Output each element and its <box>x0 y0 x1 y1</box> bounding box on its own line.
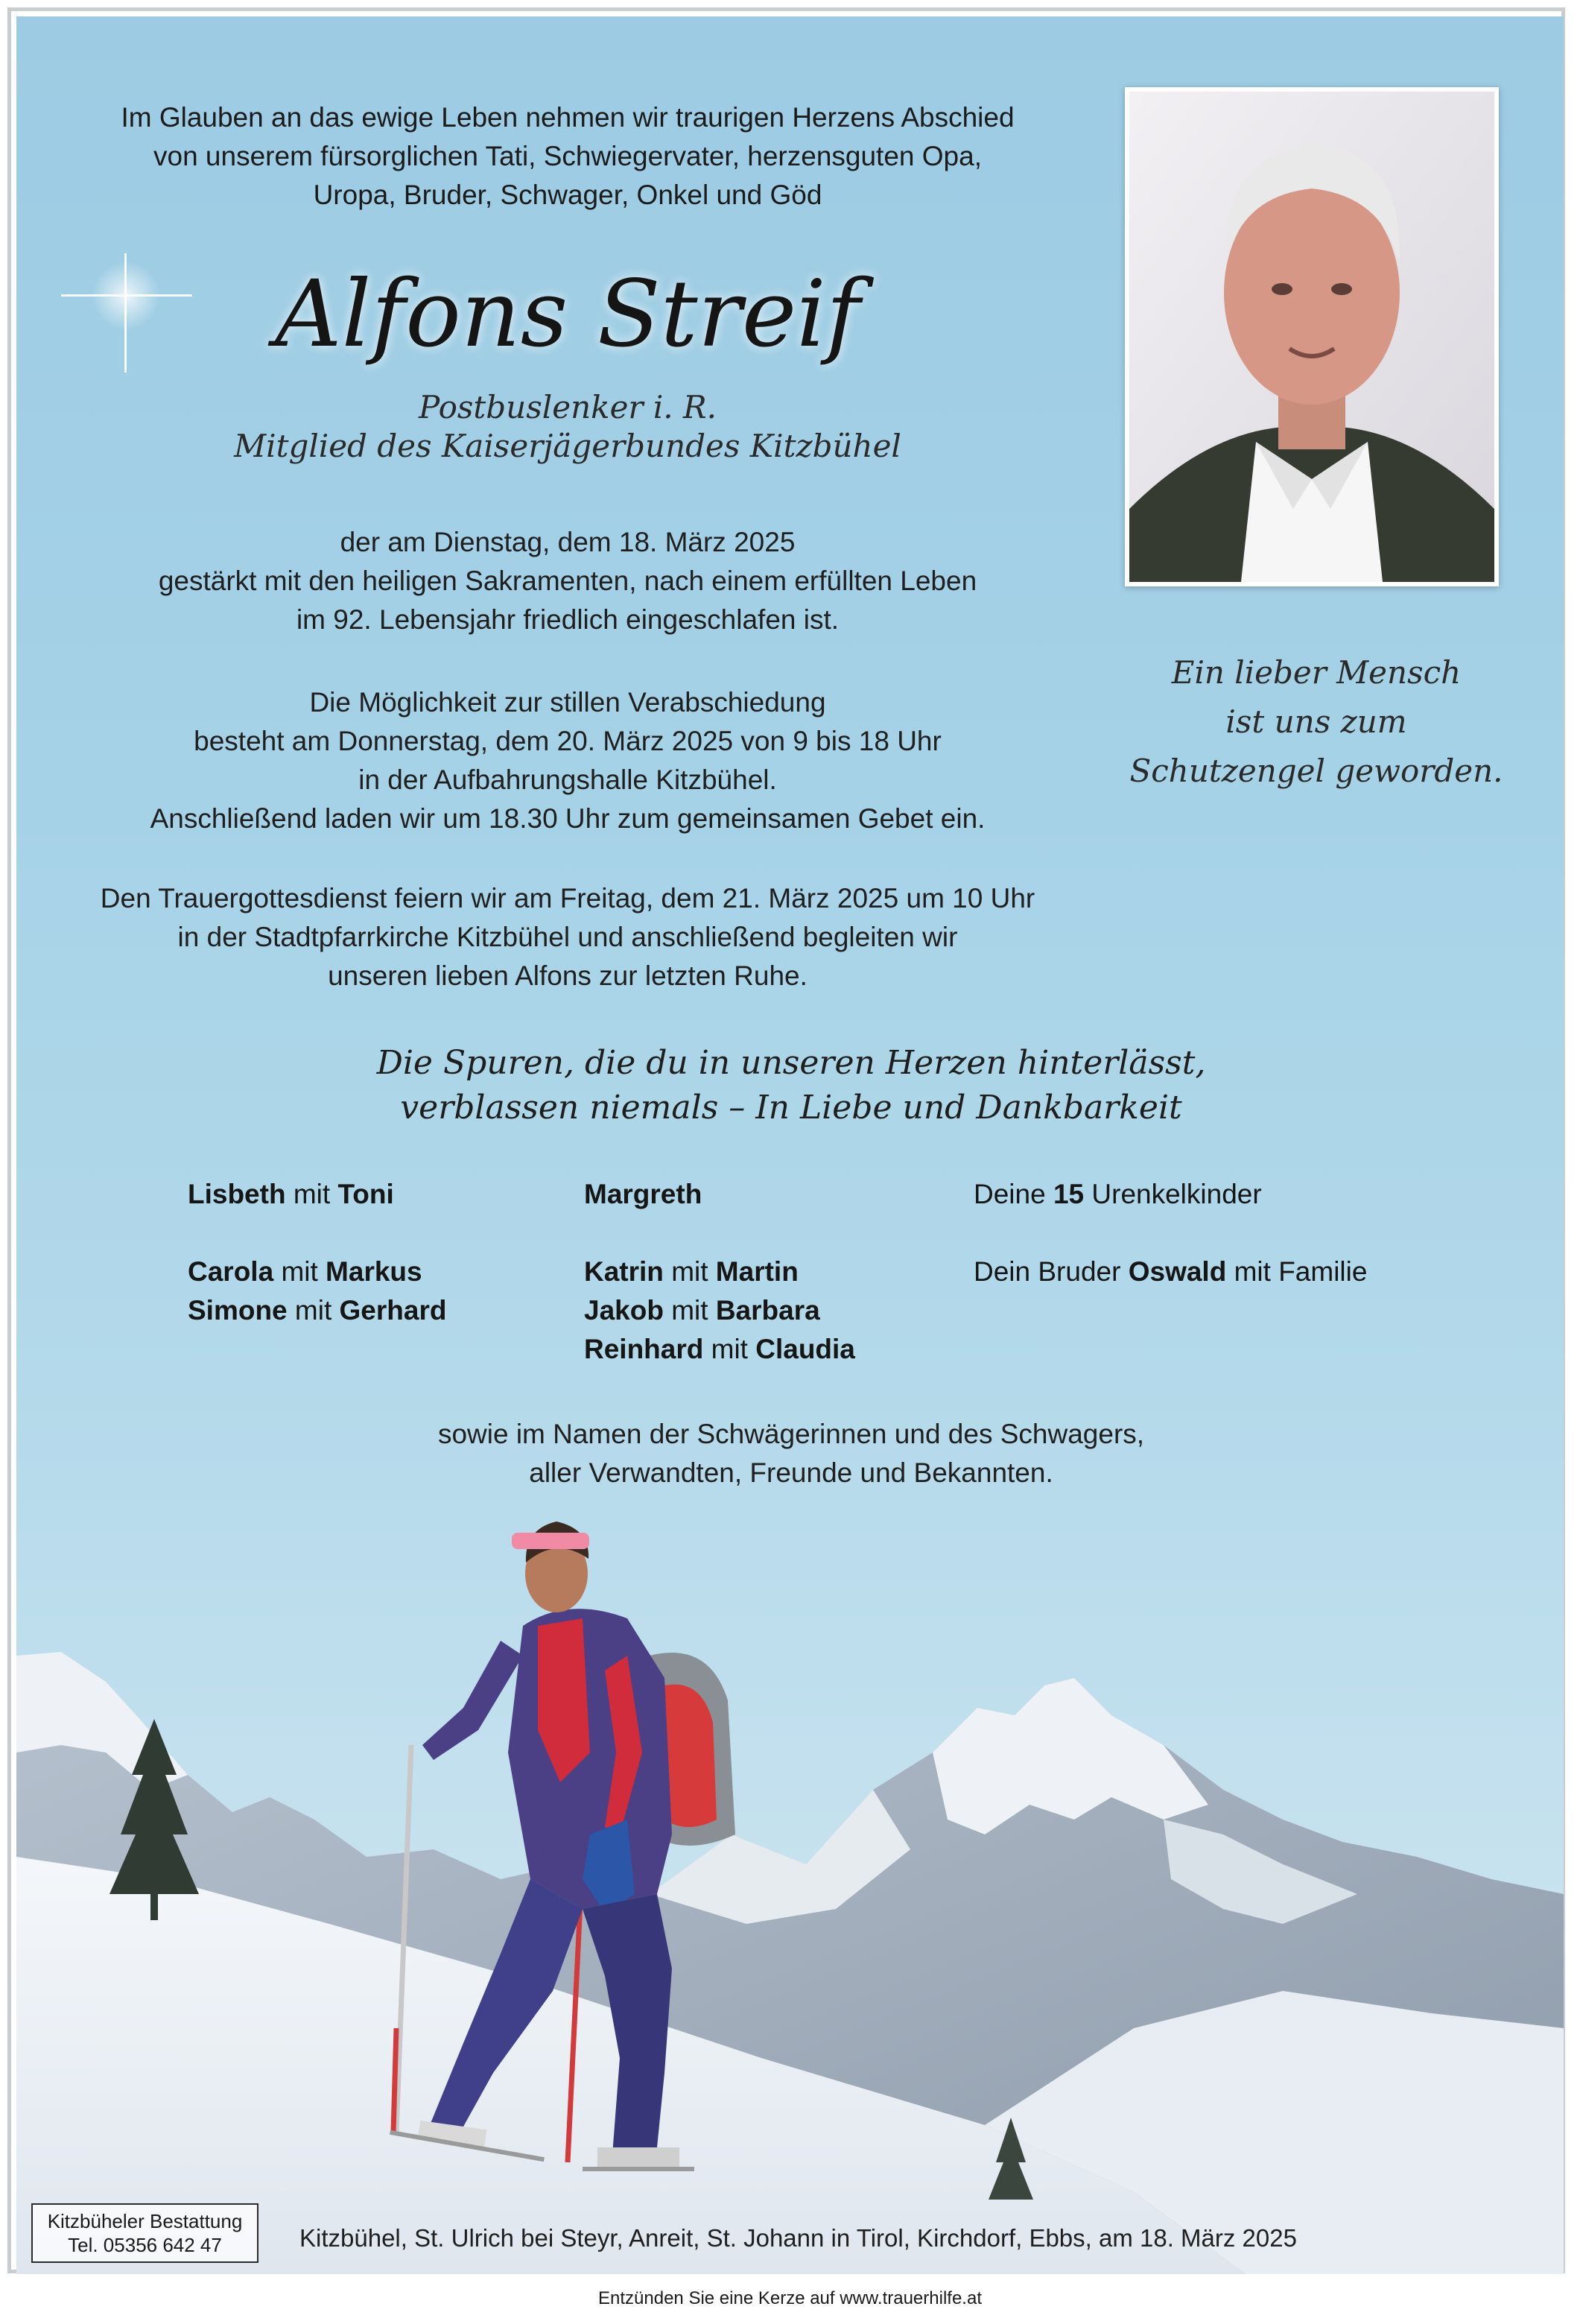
family-column-1 <box>188 1175 446 1330</box>
memorial-quote <box>1082 648 1551 796</box>
family-entry: Margreth <box>584 1179 702 1209</box>
death-notice-line: der am Dienstag, dem 18. März 2025 <box>340 527 796 557</box>
family-entry: Deine 15 Urenkelkinder <box>974 1179 1262 1209</box>
closing-text <box>240 1415 1342 1492</box>
family-entry: Simone mit Gerhard <box>188 1295 447 1326</box>
deceased-occupation: Postbuslenker i. R. <box>419 389 717 425</box>
farewell-line: Anschließend laden wir um 18.30 Uhr zum gemeinsamen Gebet ein. <box>150 803 986 834</box>
quote-line: Schutzengel geworden. <box>1129 753 1503 789</box>
deceased-name: Alfons Streif <box>275 261 860 368</box>
farewell-line: besteht am Donnerstag, dem 20. März 2025 von 9 bis 18 Uhr <box>194 726 942 756</box>
farewell-line: Die Möglichkeit zur stillen Verabschiedung <box>309 687 826 718</box>
intro-line: Im Glauben an das ewige Leben nehmen wir traurigen Herzens Abschied <box>121 102 1015 133</box>
quote-line: Ein lieber Mensch <box>1171 654 1462 691</box>
memorial-verse <box>240 1041 1342 1130</box>
closing-line: sowie im Namen der Schwägerinnen und des Schwagers, <box>437 1419 1145 1449</box>
service-line: Den Trauergottesdienst feiern wir am Freitag, dem 21. März 2025 um 10 Uhr <box>100 883 1035 914</box>
intro-text <box>46 98 1089 215</box>
verse-line: verblassen niemals – In Liebe und Dankbarkeit <box>400 1089 1182 1127</box>
obituary-card <box>16 16 1564 2274</box>
farewell-line: in der Aufbahrungshalle Kitzbühel. <box>358 764 777 795</box>
death-notice <box>46 523 1089 639</box>
intro-line: von unserem fürsorglichen Tati, Schwiegervater, herzensguten Opa, <box>153 141 982 171</box>
undertaker-name: Kitzbüheler Bestattung <box>47 2210 243 2232</box>
service-info <box>46 879 1089 995</box>
family-entry: Jakob mit Barbara <box>584 1295 820 1326</box>
farewell-info <box>46 683 1089 838</box>
undertaker-phone: Tel. 05356 642 47 <box>68 2234 222 2256</box>
intro-line: Uropa, Bruder, Schwager, Onkel und Göd <box>313 180 822 210</box>
family-entry: Lisbeth mit Toni <box>188 1179 394 1209</box>
footer-link[interactable]: Entzünden Sie eine Kerze auf www.trauerhilfe.at <box>598 2288 982 2308</box>
service-line: in der Stadtpfarrkirche Kitzbühel und anschließend begleiten wir <box>177 922 958 952</box>
undertaker-box <box>31 2203 258 2263</box>
family-column-2 <box>584 1175 855 1369</box>
service-line: unseren lieben Alfons zur letzten Ruhe. <box>328 960 808 991</box>
verse-line: Die Spuren, die du in unseren Herzen hinterlässt, <box>376 1044 1206 1082</box>
quote-line: ist uns zum <box>1225 703 1407 740</box>
places-date: Kitzbühel, St. Ulrich bei Steyr, Anreit, St. Johann in Tirol, Kirchdorf, Ebbs, am 18. März 2025 <box>299 2224 1297 2252</box>
closing-line: aller Verwandten, Freunde und Bekannten. <box>529 1457 1053 1488</box>
portrait-photo <box>1125 87 1499 586</box>
death-notice-line: im 92. Lebensjahr friedlich eingeschlafen ist. <box>296 604 840 635</box>
family-entry: Reinhard mit Claudia <box>584 1334 855 1364</box>
family-entry: Dein Bruder Oswald mit Familie <box>974 1256 1368 1287</box>
family-column-3 <box>974 1175 1367 1291</box>
family-entry: Katrin mit Martin <box>584 1256 799 1287</box>
family-entry: Carola mit Markus <box>188 1256 422 1287</box>
deceased-membership: Mitglied des Kaiserjägerbundes Kitzbühel <box>234 428 901 464</box>
death-notice-line: gestärkt mit den heiligen Sakramenten, nach einem erfüllten Leben <box>158 566 977 596</box>
